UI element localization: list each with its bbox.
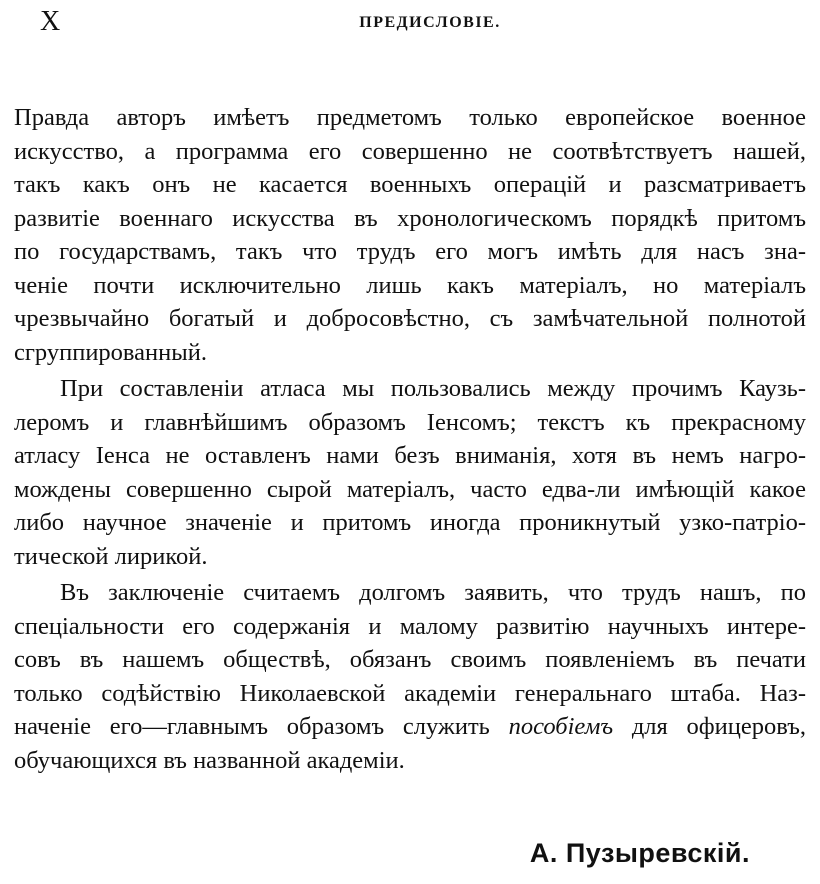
text-line: спеціальности его содержанія и малому развитію научныхъ интере- <box>14 612 806 640</box>
text-segment: наченіе его—главнымъ образомъ служить <box>14 713 490 740</box>
text-line: по государствамъ, такъ что трудъ его могъ имѣть для насъ зна- <box>14 238 806 265</box>
text-line <box>14 710 806 744</box>
text-line: только содѣйствію Николаевской академіи генеральнаго штаба. Наз- <box>14 679 806 707</box>
text-line: тической лирикой. <box>14 542 208 570</box>
text-line: мождены совершенно сырой матеріалъ, часто едва-ли имѣющій какое <box>14 475 806 503</box>
text-line: либо научное значеніе и притомъ иногда проникнутый узко-патріо- <box>14 509 806 536</box>
text-line: Въ заключеніе считаемъ долгомъ заявить, что трудъ нашъ, по <box>60 579 806 606</box>
italic-word: пособіемъ <box>508 713 614 740</box>
text-line: развитіе военнаго искусства въ хронологическомъ порядкѣ притомъ <box>14 204 806 232</box>
text-line: такъ какъ онъ не касается военныхъ операцій и разсматриваетъ <box>14 171 806 198</box>
page-number: X <box>40 6 62 37</box>
body-text <box>14 101 806 777</box>
text-line: искусство, а программа его совершенно не соотвѣтствуетъ нашей, <box>14 137 806 165</box>
text-line: леромъ и главнѣйшимъ образомъ Іенсомъ; текстъ къ прекрасному <box>14 408 806 436</box>
text-line: Правда авторъ имѣетъ предметомъ только европейское военное <box>14 104 806 131</box>
text-line: совъ въ нашемъ обществѣ, обязанъ своимъ появленіемъ въ печати <box>14 646 806 673</box>
paragraph-2 <box>14 372 806 573</box>
paragraph-1 <box>14 101 806 369</box>
paragraph-3 <box>14 576 806 777</box>
text-line: чрезвычайно богатый и добросовѣстно, съ замѣчательной полнотой <box>14 305 806 332</box>
text-line: атласу Іенса не оставленъ нами безъ вниманія, хотя въ немъ нагро- <box>14 442 806 469</box>
text-line: ченіе почти исключительно лишь какъ матеріалъ, но матеріалъ <box>14 271 806 299</box>
text-segment: для офицеровъ, <box>631 713 806 740</box>
text-line: обучающихся въ названной академіи. <box>14 746 405 774</box>
text-line: При составленіи атласа мы пользовались между прочимъ Каузь- <box>60 375 806 402</box>
running-head: ПРЕДИСЛОВІЕ. <box>359 14 501 31</box>
text-line: сгруппированный. <box>14 338 207 366</box>
author-signature: А. Пузыревскій. <box>529 838 750 868</box>
